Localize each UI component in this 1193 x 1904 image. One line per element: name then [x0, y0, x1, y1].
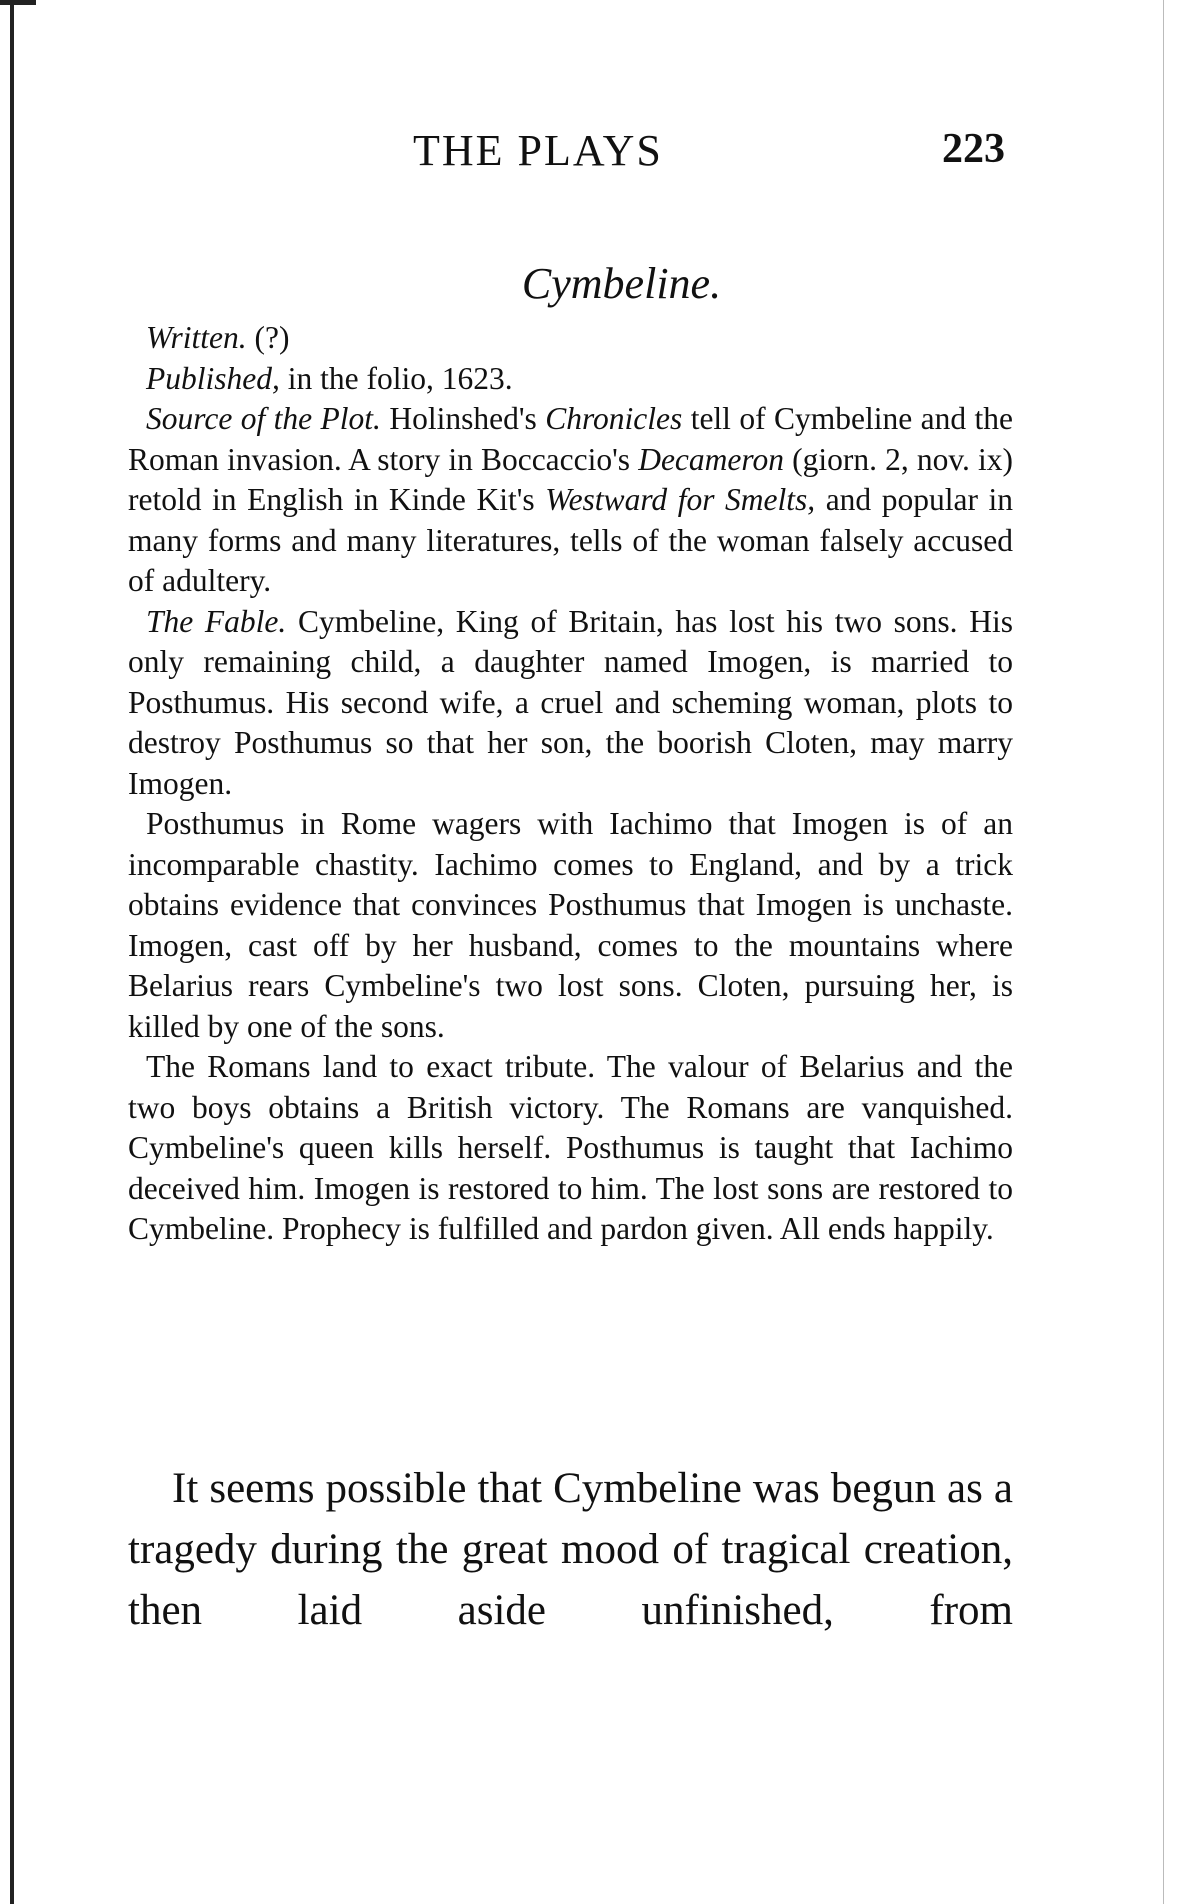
fable-paragraph-3: The Romans land to exact tribute. The valour of Belarius and the two boys obtains a British victory. The Romans are vanquished. Cymbeline's queen kills herself. Posthumus is taught that Iachimo deceived him. Imogen is restored to him. The lost sons are restored to Cymbeline. Prophecy is fulfilled and pardon given. All ends happily.	[128, 1049, 1013, 1246]
play-title: Cymbeline.	[521, 259, 722, 308]
body-paragraph: It seems possible that Cymbeline was begun as a tragedy during the great mood of tragical creation, then laid aside unfinished, from	[128, 1465, 1013, 1634]
fable-entry	[128, 602, 1013, 805]
source-work-1: Chronicles	[545, 401, 683, 436]
source-text-4: and popular in many forms and many literatures, tells of the woman falsely accused of adultery.	[128, 482, 1014, 598]
play-notes	[128, 318, 1013, 1250]
fable-paragraph-2: Posthumus in Rome wagers with Iachimo that Imogen is of an incomparable chastity. Iachimo comes to England, and by a trick obtains evidence that convinces Posthumus that Imogen is unchaste. Imogen, cast off by her husband, comes to the mountains where Belarius rears Cymbeline's two lost sons. Cloten, pursuing her, is killed by one of the sons.	[128, 806, 1013, 1044]
source-text-2: tell of Cymbeline and the Roman invasion. A story in Boccaccio's	[128, 401, 1014, 477]
source-work-2: Decameron	[638, 441, 784, 477]
written-text: (?)	[254, 320, 290, 355]
written-label: Written.	[146, 320, 247, 355]
written-entry	[128, 318, 1013, 359]
fable-label: The Fable.	[146, 603, 287, 639]
source-text-3: (giorn. 2, nov. ix) retold in English in Kinde Kit's	[128, 441, 1014, 517]
source-work-3: Westward for Smelts,	[545, 482, 816, 517]
page-header	[128, 125, 1013, 181]
source-text-1: Holinshed's	[389, 401, 537, 436]
body-text	[128, 1458, 1013, 1641]
published-entry	[128, 359, 1013, 400]
fable-paragraph-1: Cymbeline, King of Britain, has lost his two sons. His only remaining child, a daughter named Imogen, is married to Posthumus. His second wife, a cruel and scheming woman, plots to destroy Posthumus so that her son, the boorish Cloten, may marry Imogen.	[128, 603, 1013, 801]
scan-edge-top	[0, 0, 36, 5]
source-label: Source of the Plot.	[146, 401, 381, 436]
source-entry	[128, 399, 1013, 602]
published-label: Published,	[146, 360, 280, 396]
page-number: 223	[942, 126, 1005, 172]
running-head: THE PLAYS	[413, 126, 663, 175]
published-text: in the folio, 1623.	[287, 360, 513, 396]
